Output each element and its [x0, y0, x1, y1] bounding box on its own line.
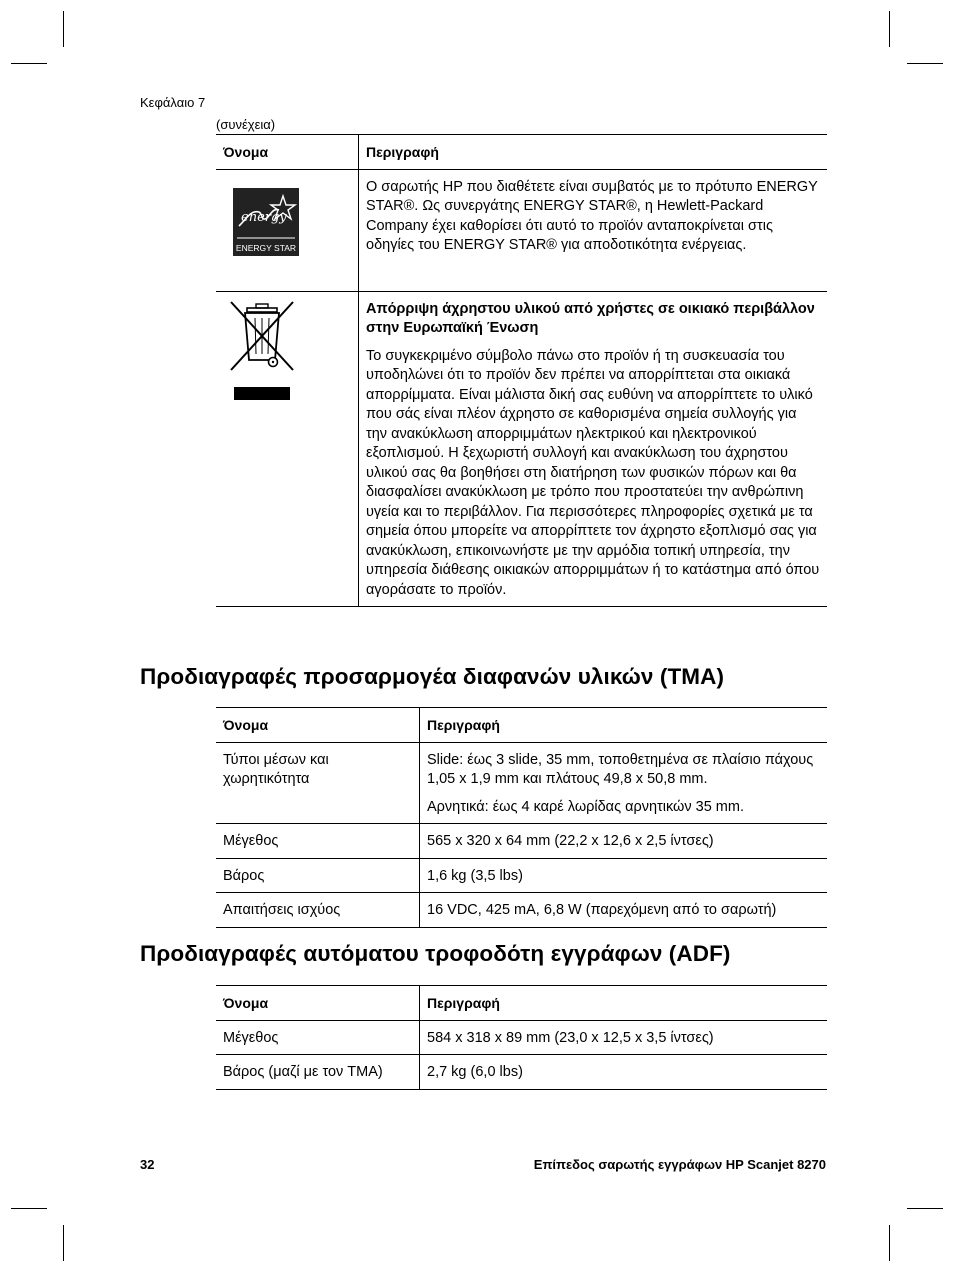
energy-star-logo	[233, 188, 299, 256]
spec-name: Βάρος	[216, 858, 420, 893]
spec-value: 565 x 320 x 64 mm (22,2 x 12,6 x 2,5 ίντσες)	[420, 824, 828, 859]
spec-name: Βάρος (μαζί με τον TMA)	[216, 1055, 420, 1090]
spec-value: 584 x 318 x 89 mm (23,0 x 12,5 x 3,5 ίντσες)	[420, 1020, 828, 1055]
column-header-description: Περιγραφή	[420, 708, 828, 743]
column-header-description: Περιγραφή	[420, 986, 828, 1021]
section-title-tma: Προδιαγραφές προσαρμογέα διαφανών υλικών (TMA)	[140, 664, 725, 689]
crop-mark	[889, 1225, 890, 1261]
table-row	[216, 1055, 827, 1090]
spec-value: 2,7 kg (6,0 lbs)	[420, 1055, 828, 1090]
spec-name: Τύποι μέσων και χωρητικότητα	[216, 742, 420, 824]
column-header-description: Περιγραφή	[359, 135, 828, 170]
weee-crossed-bin-icon	[229, 298, 295, 402]
crop-mark	[63, 11, 64, 47]
table-row	[216, 824, 827, 859]
weee-title: Απόρριψη άχρηστου υλικού από χρήστες σε οικιακό περιβάλλον στην Ευρωπαϊκή Ένωση	[366, 300, 815, 336]
crop-mark	[63, 1225, 64, 1261]
table-row	[216, 291, 827, 607]
regulatory-table	[216, 134, 827, 607]
energy-star-description	[359, 169, 828, 291]
energy-star-cell	[216, 169, 359, 291]
crop-mark	[11, 63, 47, 64]
svg-text:energy: energy	[241, 209, 287, 225]
energy-star-logo-text: ENERGY STAR	[235, 242, 297, 253]
footer-doc-title: Επίπεδος σαρωτής εγγράφων HP Scanjet 8270	[533, 1157, 826, 1172]
spec-name: Μέγεθος	[216, 1020, 420, 1055]
table-row	[216, 1020, 827, 1055]
continued-label: (συνέχεια)	[216, 117, 276, 132]
energy-star-text: Ο σαρωτής HP που διαθέτετε είναι συμβατός με το πρότυπο ENERGY STAR®. Ως συνεργάτης ENERGY STAR®, η Hewlett-Packard Company έχει καθορίσει ότι αυτό το προϊόν ανταποκρίνεται στις οδηγίες του ENERGY STAR® για αποδοτικότητα ενέργειας.	[366, 178, 818, 253]
spec-value	[420, 742, 828, 824]
table-header-row	[216, 708, 827, 743]
crop-mark	[907, 63, 943, 64]
page-number: 32	[140, 1157, 155, 1172]
crop-mark	[889, 11, 890, 47]
spec-name: Μέγεθος	[216, 824, 420, 859]
section-title-adf: Προδιαγραφές αυτόματου τροφοδότη εγγράφων (ADF)	[140, 941, 731, 966]
tma-spec-table	[216, 707, 827, 928]
weee-description	[359, 291, 828, 607]
spec-name: Απαιτήσεις ισχύος	[216, 893, 420, 928]
spec-value-text: Αρνητικά: έως 4 καρέ λωρίδας αρνητικών 35 mm.	[427, 798, 744, 815]
crop-mark	[11, 1208, 47, 1209]
table-header-row	[216, 986, 827, 1021]
crop-mark	[907, 1208, 943, 1209]
column-header-name: Όνομα	[216, 986, 420, 1021]
table-row	[216, 169, 827, 291]
column-header-name: Όνομα	[216, 708, 420, 743]
chapter-label: Κεφάλαιο 7	[140, 95, 206, 110]
table-row	[216, 742, 827, 824]
column-header-name: Όνομα	[216, 135, 359, 170]
spec-value-text: Slide: έως 3 slide, 35 mm, τοποθετημένα σε πλαίσιο πάχους 1,05 x 1,9 mm και πλάτους 49,8 x 50,8 mm.	[427, 751, 814, 787]
table-header-row	[216, 135, 827, 170]
table-row	[216, 893, 827, 928]
table-row	[216, 858, 827, 893]
weee-text: Το συγκεκριμένο σύμβολο πάνω στο προϊόν ή τη συσκευασία του υποδηλώνει ότι το προϊόν δεν πρέπει να απορρίπτεται στα οικιακά απορρίμματα. Είναι μάλιστα δική σας ευθύνη να απορρίπτετε το υλικό που σάς είναι πλέον άχρηστο σε καθορισμένα σημεία συλλογής για την ανακύκλωση απορριμμάτων ηλεκτρικού και ηλεκτρονικού εξοπλισμού. Η ξεχωριστή συλλογή και ανακύκλωση του άχρηστου υλικού σας θα βοηθήσει στη διατήρηση των φυσικών πόρων και θα διασφαλίσει ανακύκλωση με τρόπο που προστατεύει την ανθρώπινη υγεία και το περιβάλλον. Για περισσότερες πληροφορίες σχετικά με τα σημεία όπου μπορείτε να απορρίπτετε τον άχρηστο εξοπλισμό σας για ανακύκλωση, επικοινωνήστε με την αρμόδια τοπική υπηρεσία, την υπηρεσία διάθεσης οικιακών απορριμμάτων ή το κατάστημα από όπου αγοράσατε το προϊόν.	[366, 347, 820, 598]
weee-cell	[216, 291, 359, 607]
spec-value: 1,6 kg (3,5 lbs)	[420, 858, 828, 893]
spec-value: 16 VDC, 425 mA, 6,8 W (παρεχόμενη από το σαρωτή)	[420, 893, 828, 928]
adf-spec-table	[216, 985, 827, 1090]
